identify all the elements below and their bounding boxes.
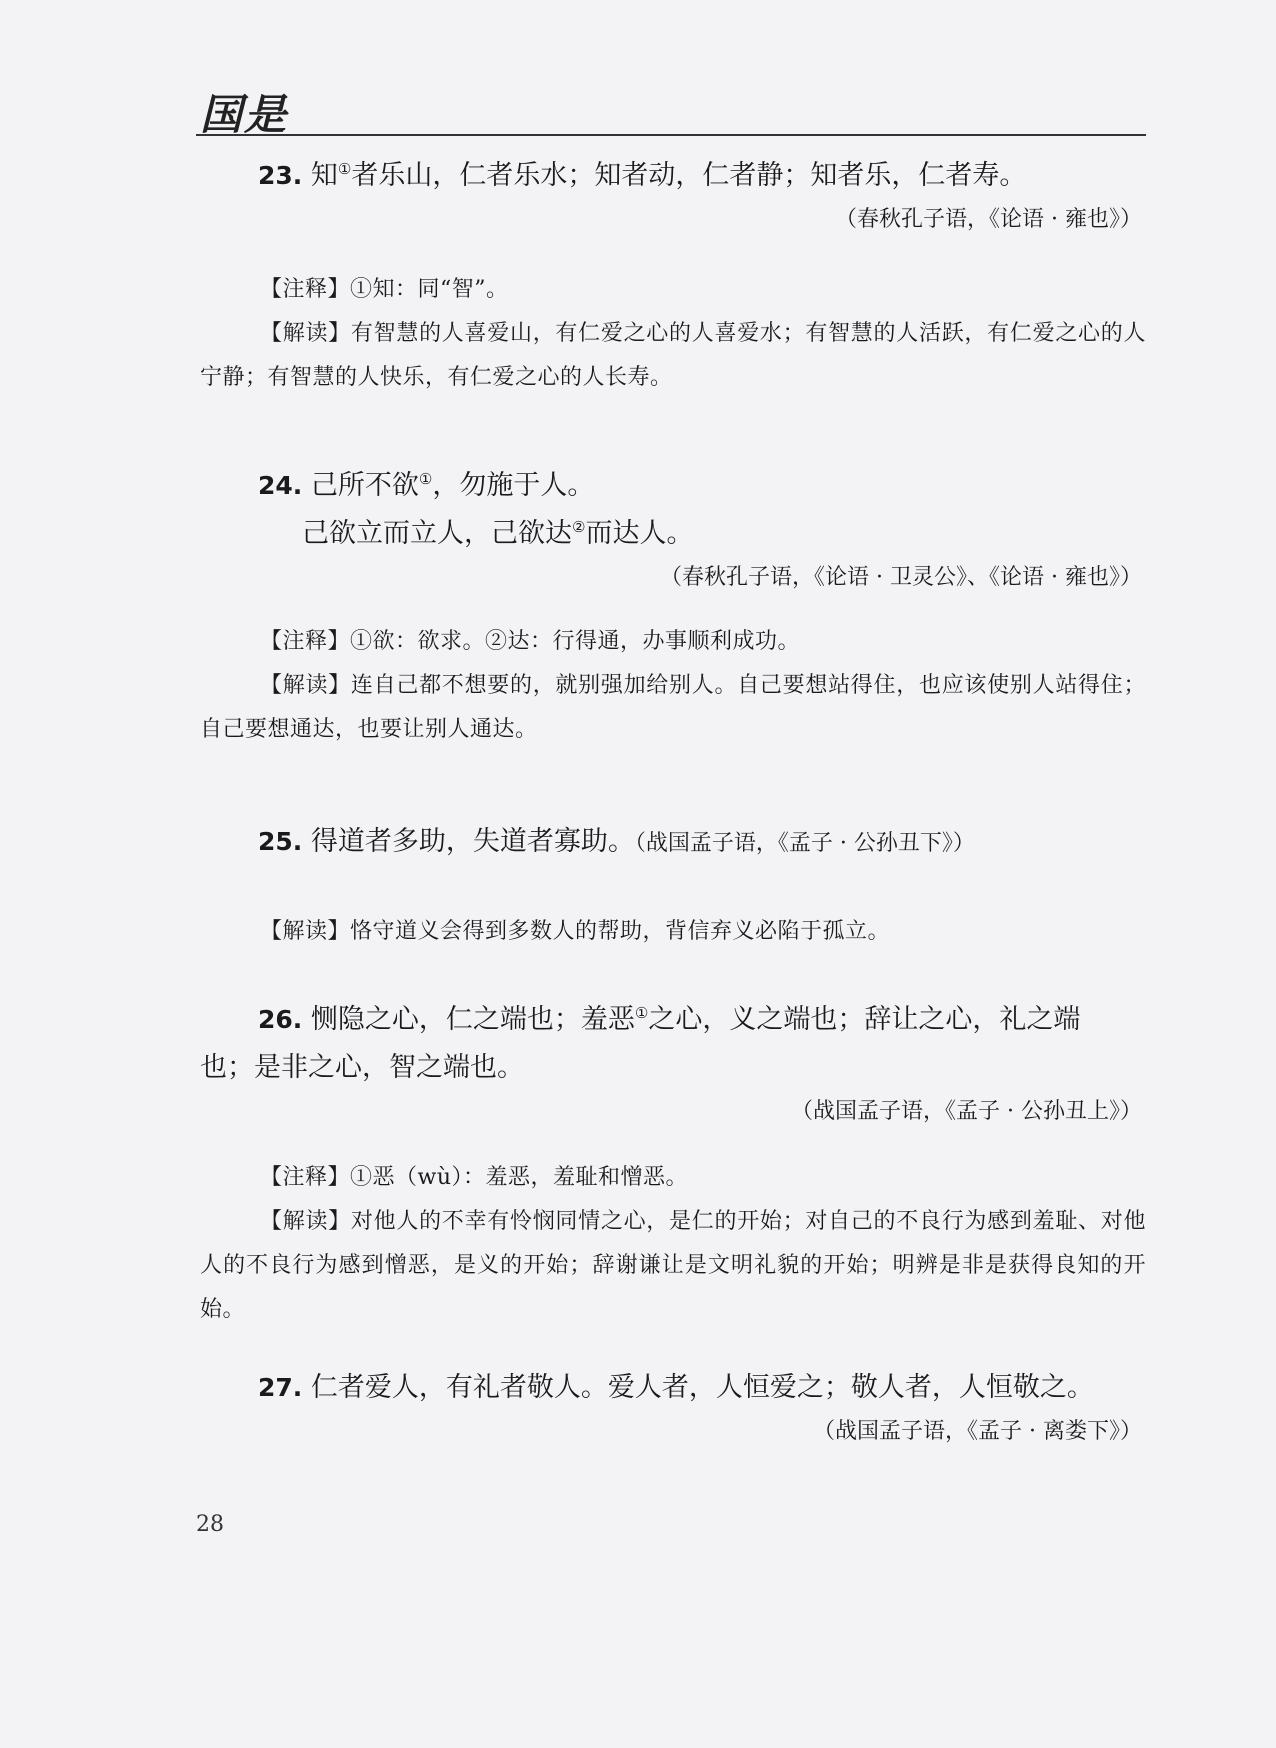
note-tag: 【解读】 — [260, 321, 351, 346]
quote-text: 得道者多助，失道者寡助。 — [310, 826, 635, 857]
note-text: ①恶（wù）：羞恶，羞耻和憎恶。 — [350, 1165, 689, 1190]
entry-number: 25. — [258, 827, 303, 856]
quote-text: 恻隐之心，仁之端也；羞恶 — [310, 1004, 635, 1035]
entry-26 — [200, 996, 1146, 1332]
header-divider — [196, 134, 1146, 136]
quote-text: 己所不欲 — [310, 470, 419, 501]
entry-number: 23. — [258, 161, 303, 190]
quote-text: 之心，义之端也；辞让之心，礼之端 — [648, 1004, 1081, 1035]
note-text: 对他人的不幸有怜悯同情之心，是仁的开始；对自己的不良行为感到羞耻、对他人的不良行为感到憎恶，是义的开始；辞谢谦让是文明礼貌的开始；明辨是非是获得良知的开始。 — [200, 1209, 1146, 1322]
entry-27 — [200, 1364, 1146, 1452]
note-tag: 【注释】 — [260, 629, 351, 654]
quote-text: 而达人。 — [585, 518, 694, 549]
quote-line — [200, 1364, 1146, 1412]
quote-text: ，勿施于人。 — [432, 470, 595, 501]
interpretation — [200, 664, 1146, 752]
note-text: 连自己都不想要的，就别强加给别人。自己要想站得住，也应该使别人站得住；自己要想通达，也要让别人通达。 — [200, 673, 1146, 742]
note-tag: 【解读】 — [260, 673, 351, 698]
quote-text: 知 — [310, 160, 338, 191]
quote-line — [200, 152, 1146, 200]
entry-number: 26. — [258, 1005, 303, 1034]
entry-23 — [200, 152, 1146, 400]
quote-text: 仁者爱人，有礼者敬人。爱人者，人恒爱之；敬人者，人恒敬之。 — [310, 1372, 1094, 1403]
quote-line — [200, 462, 1146, 510]
quote-line — [200, 510, 1146, 558]
entry-24 — [200, 462, 1146, 752]
note-tag: 【解读】 — [260, 1209, 351, 1234]
interpretation — [200, 910, 1146, 954]
quote-line — [200, 818, 1146, 868]
quote-text: 己欲立而立人，己欲达 — [302, 518, 572, 549]
footnote-mark: ① — [337, 160, 352, 178]
note-text: ①知：同“智”。 — [350, 277, 509, 302]
entry-number: 27. — [258, 1373, 303, 1402]
source-citation: （春秋孔子语，《论语 · 雍也》） — [835, 207, 1142, 232]
note-tag: 【注释】 — [260, 277, 351, 302]
quote-text: 者乐山，仁者乐水；知者动，仁者静；知者乐，仁者寿。 — [351, 160, 1027, 191]
quote-line — [200, 996, 1146, 1044]
note-tag: 【注释】 — [260, 1165, 351, 1190]
source-citation: （战国孟子语，《孟子 · 公孙丑上》） — [791, 1099, 1142, 1124]
entry-number: 24. — [258, 471, 303, 500]
source-citation: （战国孟子语，《孟子 · 公孙丑下》） — [634, 831, 975, 856]
source-citation: （战国孟子语，《孟子 · 离娄下》） — [813, 1419, 1142, 1444]
quote-text: 也；是非之心，智之端也。 — [200, 1052, 524, 1083]
footnote-mark: ① — [418, 470, 433, 488]
note-text: ①欲：欲求。②达：行得通，办事顺利成功。 — [350, 629, 801, 654]
annotation — [200, 1156, 1146, 1200]
annotation — [200, 620, 1146, 664]
header-logo: 国是 — [200, 90, 289, 139]
footnote-mark: ② — [572, 518, 586, 536]
annotation — [200, 268, 1146, 312]
note-text: 恪守道义会得到多数人的帮助，背信弃义必陷于孤立。 — [350, 919, 891, 944]
page-number: 28 — [196, 1512, 224, 1537]
footnote-mark: ① — [634, 1004, 649, 1022]
quote-line — [200, 1044, 1146, 1092]
note-tag: 【解读】 — [260, 919, 351, 944]
source-citation: （春秋孔子语，《论语 · 卫灵公》、《论语 · 雍也》） — [660, 565, 1142, 590]
entry-25 — [200, 818, 1146, 954]
note-text: 有智慧的人喜爱山，有仁爱之心的人喜爱水；有智慧的人活跃，有仁爱之心的人宁静；有智慧的人快乐，有仁爱之心的人长寿。 — [200, 321, 1146, 390]
interpretation — [200, 1200, 1146, 1332]
interpretation — [200, 312, 1146, 400]
